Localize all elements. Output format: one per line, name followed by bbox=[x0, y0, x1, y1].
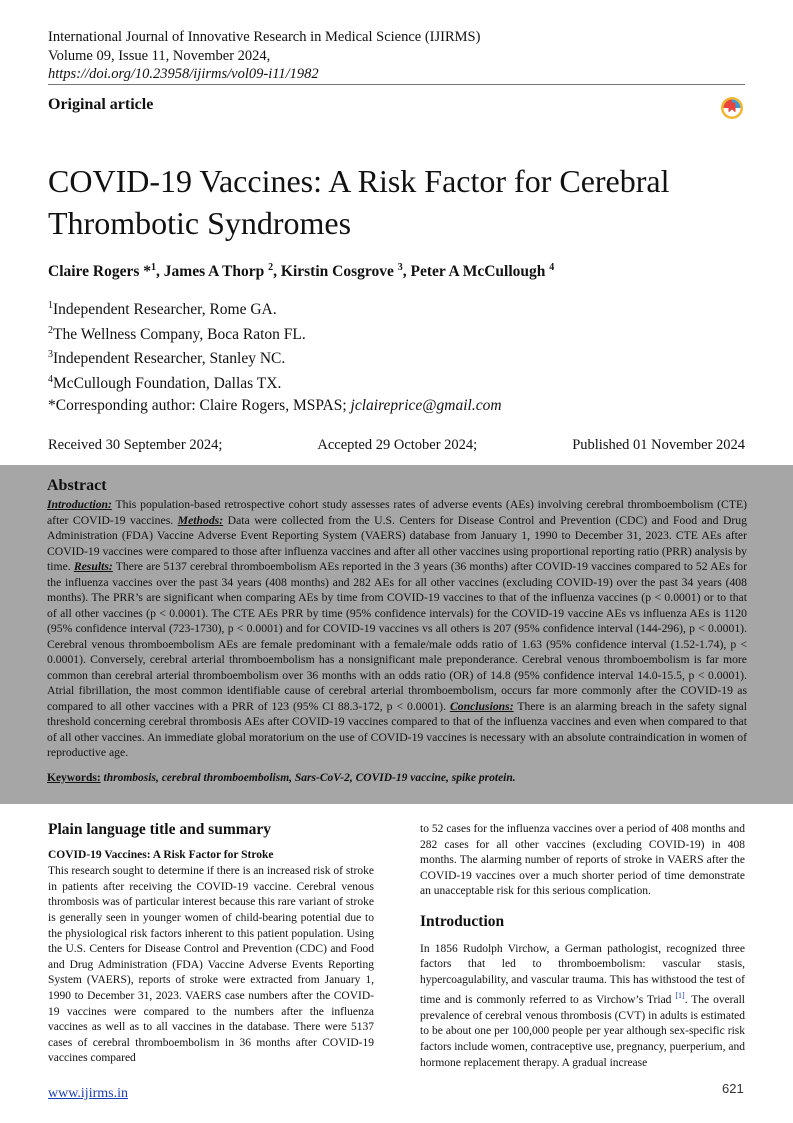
corresponding-label: *Corresponding author: Claire Rogers, MSPAS; bbox=[48, 397, 347, 414]
affiliation: $^4$McCullough Foundation, Dallas TX. bbox=[48, 373, 282, 393]
article-title: COVID-19 Vaccines: A Risk Factor for Cerebral Thrombotic Syndromes bbox=[48, 163, 670, 241]
abstract-conclusions-label: Conclusions: bbox=[449, 699, 514, 713]
author-name: Claire Rogers * bbox=[48, 263, 152, 281]
keywords bbox=[47, 772, 747, 784]
abstract-conclusions-text: There is an alarming breach in the safety signal threshold concerning cerebral thrombosis AEs after COVID-19 vaccines compared to that of the influenza vaccines and even when compared to that of all other vaccines. An immediate global moratorium on the use of COVID-19 vaccines is necessary with an absolute contraindication in women of reproductive age. bbox=[47, 699, 747, 759]
affiliation: $^2$The Wellness Company, Boca Raton FL. bbox=[48, 324, 306, 343]
website-link[interactable]: www.ijirms.in bbox=[48, 1086, 128, 1101]
author-name: Peter A McCullough bbox=[410, 263, 546, 281]
summary-subheading: COVID-19 Vaccines: A Risk Factor for Stroke bbox=[48, 848, 274, 861]
journal-doi-link[interactable]: https://doi.org/10.23958/ijirms/vol09-i11/1982 bbox=[48, 66, 319, 82]
abstract-results-text: There are 5137 cerebral thromboembolism AEs reported in the 3 years (36 months) after COVID-19 vaccines compared to 52 AEs for the influenza vaccines over the past 34 years (408 months) and 282 AEs for all other vaccines (excluding COVID-19) over the past 34 years (408 months). The PRR’s are significant when comparing AEs by time from COVID-19 vaccines to that of the influenza vaccines (p < 0.0001) or to that of all other vaccines (p < 0.0001). The CTE AEs PRR by time (95% confidence intervals) for the COVID-19 vaccine AEs vs influenza AEs is 1120 (95% confidence interval (723-1730), p < 0.0001) and for COVID-19 vaccines vs all others is 207 (95% confidence interval (144-296), p < 0.0001). Cerebral venous thromboembolism AEs are female predominant with a female/male odds ratio of 1.63 (95% confidence interval (1.52-1.74), p < 0.0001). Conversely, cerebral arterial thromboembolism has a nonsignificant male preponderance. Cerebral venous thromboembolism is far more common than cerebral arterial thromboembolism over 36 months with an odds ratio (OR) of 14.8 (95% confidence interval 14.0-15.5, p < 0.0001). Atrial fibrillation, the most common identifiable cause of cerebral arterial thromboembolism, occurs far more commonly after the COVID-19 as compared to all other vaccines with a PRR of 123 (95% CI 88.3-172, p < 0.0001). bbox=[47, 560, 747, 713]
author-name: James A Thorp bbox=[163, 263, 265, 281]
page-number: 621 bbox=[722, 1081, 744, 1096]
summary-text: This research sought to determine if there is an increased risk of stroke in patients after receiving the COVID-19 vaccine. Cerebral venous thrombosis was of particular interest because this rare variant of stroke is generally seen in younger women of child-bearing potential due to the physiological risk factors inherent to this patient population. Using the U.S. Centers for Disease Control and Prevention (CDC) and Food and Drug Administration (FDA) Vaccine Adverse Events Reporting System (VAERS), reports of stroke were extracted from January 1, 1990 to December 31, 2023. VAERS case numbers after the COVID-19 vaccines were compared to the numbers after the influenza vaccines as well as to all vaccines in the database. There were 5137 cases of cerebral thromboembolism in 36 months after COVID-19 vaccines compared bbox=[48, 865, 374, 1065]
author-affil-sup: 2 bbox=[268, 262, 274, 273]
abstract-body bbox=[47, 497, 747, 761]
abstract-intro-text: This population-based retrospective cohort study assesses rates of adverse events (AEs) involving cerebral thromboembolism (CTE) after COVID-19 vaccines. bbox=[47, 498, 747, 527]
journal-volume: Volume 09, Issue 11, November 2024, bbox=[48, 47, 271, 64]
abstract-heading: Abstract bbox=[47, 477, 107, 494]
author-affil-sup: 3 bbox=[397, 262, 403, 273]
summary-heading: Plain language title and summary bbox=[48, 821, 272, 838]
abstract-methods-label: Methods: bbox=[177, 513, 224, 527]
author-list: Claire Rogers *$^1$, James A Thorp $^2$, Kirstin Cosgrove $^3$, Peter A McCullough $^4$ bbox=[48, 262, 555, 281]
accepted-date: Accepted 29 October 2024; bbox=[317, 437, 478, 453]
author-affil-sup: 1 bbox=[151, 262, 157, 273]
article-dates bbox=[48, 437, 745, 454]
introduction-text: In 1856 Rudolph Virchow, a German pathologist, recognized three factors that led to thromboembolism: vascular stasis, hypercoagulability, and vascular trauma. This has withstood the test of time and is commonly referred to as Virchow’s Triad [1]. The overall prevalence of cerebral venous thrombosis (CVT) in adults is estimated to be about one per 100,000 people per year although sex-specific risk factors include women, contraceptive use, pregnancy, puerperium, and hormone replacement therapy. A gradual increase bbox=[420, 942, 745, 1069]
corresponding-email-link[interactable]: jclaireprice@gmail.com bbox=[350, 397, 502, 414]
abstract-intro-label: Introduction: bbox=[47, 498, 112, 511]
affiliations bbox=[48, 296, 306, 395]
citation-link[interactable]: [1] bbox=[675, 991, 685, 1001]
received-date: Received 30 September 2024; bbox=[48, 437, 223, 453]
left-column bbox=[48, 822, 374, 1067]
abstract-methods-text: Data were collected from the U.S. Centers for Disease Control and Prevention (CDC) and Food and Drug Administration (FDA) Vaccine Adverse Event Reporting System (VAERS) database from January 1, 1990 to December 31, 2023. CTE AEs after COVID-19 vaccines were compared to those after influenza vaccines and after all other vaccines using proportional reporting ratio (PRR) analysis by time. bbox=[47, 513, 747, 573]
author-affil-sup: 4 bbox=[549, 262, 555, 273]
affiliation: $^1$Independent Researcher, Rome GA. bbox=[48, 300, 277, 319]
journal-name: International Journal of Innovative Research in Medical Science (IJIRMS) bbox=[48, 29, 481, 45]
header-divider bbox=[48, 84, 745, 85]
keywords-text: thrombosis, cerebral thromboembolism, Sars-CoV-2, COVID-19 vaccine, spike protein. bbox=[100, 771, 516, 784]
abstract-box bbox=[0, 465, 793, 804]
affiliation: $^3$Independent Researcher, Stanley NC. bbox=[48, 349, 286, 368]
journal-header bbox=[48, 28, 480, 84]
crossmark-icon[interactable] bbox=[720, 96, 744, 120]
article-type: Original article bbox=[48, 96, 154, 113]
published-date: Published 01 November 2024 bbox=[572, 437, 745, 453]
author-name: Kirstin Cosgrove bbox=[280, 263, 394, 281]
corresponding-author bbox=[48, 397, 502, 415]
keywords-label: Keywords: bbox=[47, 771, 101, 784]
abstract-results-label: Results: bbox=[73, 560, 113, 573]
introduction-heading: Introduction bbox=[420, 912, 505, 930]
summary-text-continued: to 52 cases for the influenza vaccines over a period of 408 months and 282 cases for all other vaccines (excluding COVID-19) in 408 months. The alarming number of reports of stroke in VAERS after the COVID-19 vaccines over a much shorter period of time demonstrate an unacceptable risk for this serious complication. bbox=[420, 823, 745, 898]
right-column bbox=[420, 822, 745, 1071]
